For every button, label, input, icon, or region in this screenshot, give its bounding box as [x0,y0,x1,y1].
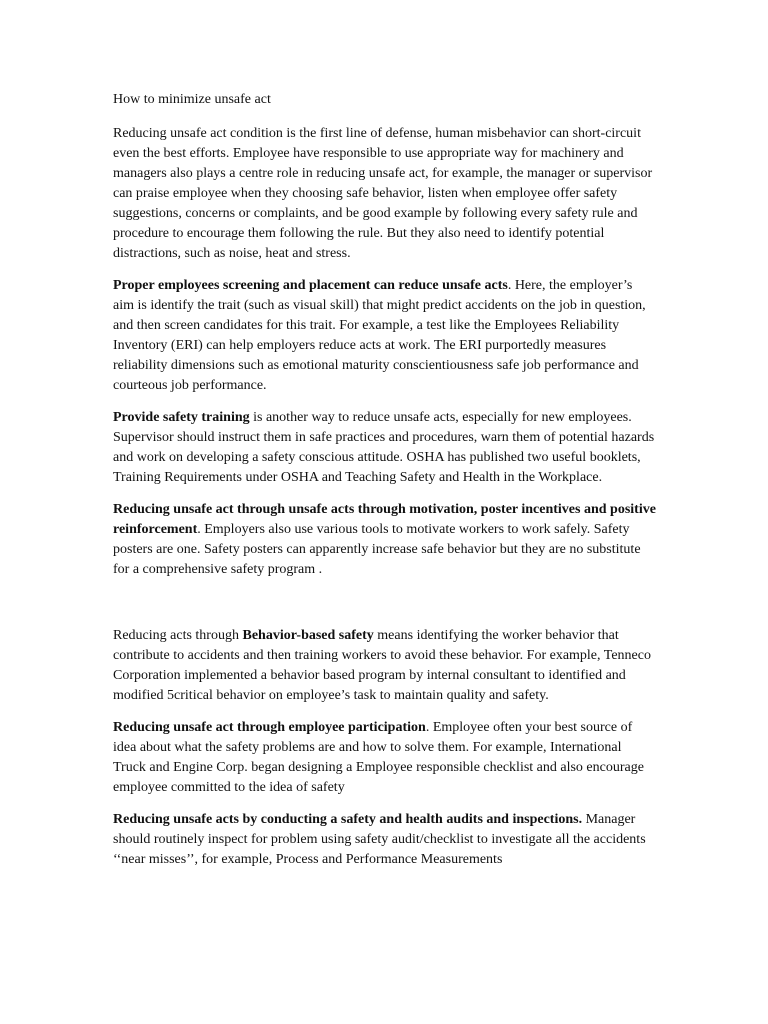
paragraph-lead: Reducing unsafe act through unsafe acts through motivation, poster incentives and positive reinforcement [113,502,656,537]
paragraph-body: Reducing unsafe act condition is the first line of defense, human misbehavior can short-circuit even the best efforts. Employee have responsible to use appropriate way for machinery and managers also plays a centre role in reducing unsafe act, for example, the manager or supervisor can praise employee when they choosing safe behavior, listen when employee offer safety suggestions, concerns or complaints, and be good example by following every safety rule and procedure to encourage them following the rule. But they also need to identify potential distractions, such as noise, heat and stress. [113,126,653,261]
paragraph-body: Manager should routinely inspect for problem using safety audit/checklist to investigate all the accidents ‘‘near misses’’, for example, Process and Performance Measurements [113,812,646,867]
paragraph-lead: Behavior-based safety [242,628,374,643]
paragraph-motivation [113,500,656,580]
paragraph-body: . Here, the employer’s aim is identify the trait (such as visual skill) that might predict accidents on the job in question, and then screen candidates for this trait. For example, a test like the Employees Reliability Inventory (ERI) can help employers reduce acts at work. The ERI purportedly measures reliability dimensions such as emotional maturity conscientiousness safe job performance and courteous job performance. [113,278,646,393]
paragraph-body: . Employers also use various tools to motivate workers to work safely. Safety posters are one. Safety posters can apparently increase safe behavior but they are no substitute for a comprehensive safety program . [113,522,641,577]
paragraph-intro [113,124,656,264]
paragraph-participation [113,718,656,798]
paragraph-body: is another way to reduce unsafe acts, especially for new employees. Supervisor should instruct them in safe practices and procedures, warn them of potential hazards and work on developing a safety conscious attitude. OSHA has published two useful booklets, Training Requirements under OSHA and Teaching Safety and Health in the Workplace. [113,410,655,485]
paragraph-lead: Provide safety training [113,410,250,425]
paragraph-screening [113,276,656,396]
paragraph-audits [113,810,656,870]
paragraph-lead: Reducing unsafe act through employee participation [113,720,426,735]
paragraph-lead: Reducing unsafe acts by conducting a safety and health audits and inspections. [113,812,583,827]
paragraph-pre: Reducing acts through [113,628,243,643]
paragraph-body: means identifying the worker behavior that contribute to accidents and then training workers to avoid these behavior. For example, Tenneco Corporation implemented a behavior based program by internal consultant to identified and modified 5critical behavior on employee’s task to maintain quality and safety. [113,628,651,703]
paragraph-behavior-based [113,626,656,706]
paragraph-lead: Proper employees screening and placement can reduce unsafe acts [113,278,508,293]
paragraph-body: . Employee often your best source of idea about what the safety problems are and how to solve them. For example, International Truck and Engine Corp. began designing a Employee responsible checklist and also encourage employee committed to the idea of safety [113,720,644,795]
paragraph-training [113,408,656,488]
document-title: How to minimize unsafe act [113,92,271,107]
